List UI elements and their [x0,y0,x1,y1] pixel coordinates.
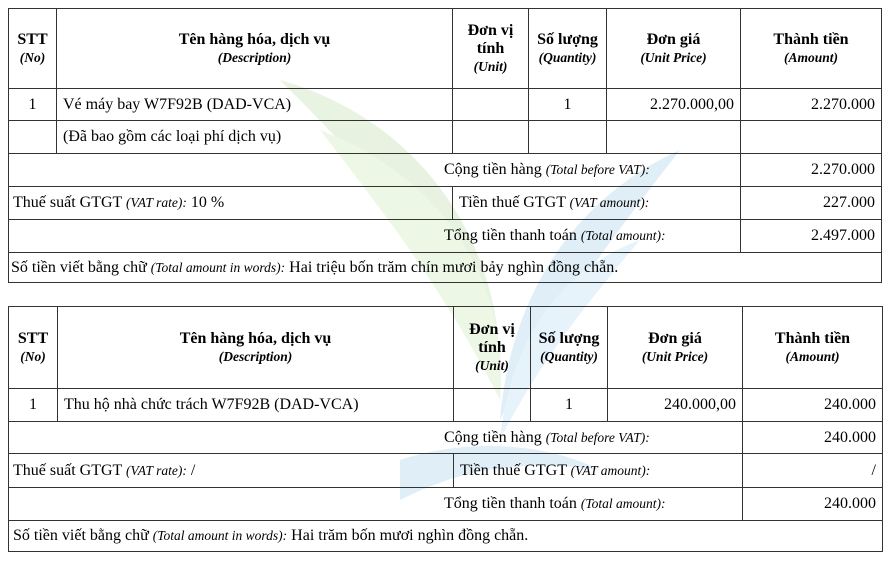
amount-in-words: Số tiền viết bằng chữ (Total amount in words): Hai trăm bốn mươi nghìn đồng chẵn. [9,521,883,552]
vat-amount-label: Tiền thuế GTGT (VAT amount): [454,454,743,488]
item-quantity [529,121,607,154]
invoice-table-2 [8,306,883,552]
item-amount [741,121,882,154]
header-row [9,9,882,89]
item-unit-price: 240.000,00 [608,389,743,422]
header-description: Tên hàng hóa, dịch vụ (Description) [58,307,454,389]
item-description: Vé máy bay W7F92B (DAD-VCA) [57,89,453,121]
amount-in-words-row [9,253,882,283]
item-no: 1 [9,89,57,121]
header-amount: Thành tiền (Amount) [743,307,883,389]
vat-row [9,187,882,220]
header-quantity: Số lượng (Quantity) [529,9,607,89]
header-row [9,307,883,389]
vat-amount-label: Tiền thuế GTGT (VAT amount): [453,187,741,220]
amount-in-words: Số tiền viết bằng chữ (Total amount in words): Hai triệu bốn trăm chín mươi bảy nghìn đồng chẵn. [9,253,882,283]
total-before-vat-row [9,422,883,454]
total-amount-row [9,488,883,521]
amount-in-words-value: Hai trăm bốn mươi nghìn đồng chẵn. [291,527,529,544]
header-unit-price: Đơn giá (Unit Price) [608,307,743,389]
total-before-vat-label: Cộng tiền hàng (Total before VAT): [9,422,743,454]
vat-amount-value: 227.000 [741,187,882,220]
vat-rate: Thuế suất GTGT (VAT rate): / [9,454,454,488]
table-row [9,389,883,422]
amount-in-words-row [9,521,883,552]
item-unit [454,389,531,422]
item-amount: 240.000 [743,389,883,422]
header-stt: STT (No) [9,307,58,389]
header-unit-price: Đơn giá (Unit Price) [607,9,741,89]
table-row [9,121,882,154]
item-quantity: 1 [531,389,608,422]
vat-amount-value: / [743,454,883,488]
total-before-vat-label: Cộng tiền hàng (Total before VAT): [9,154,741,187]
item-description: Thu hộ nhà chức trách W7F92B (DAD-VCA) [58,389,454,422]
table-row [9,89,882,121]
header-stt: STT (No) [9,9,57,89]
vat-rate-value: / [190,461,196,479]
amount-in-words-value: Hai triệu bốn trăm chín mươi bảy nghìn đồng chẵn. [289,258,619,276]
total-amount-value: 2.497.000 [741,220,882,253]
item-no [9,121,57,154]
vat-rate: Thuế suất GTGT (VAT rate): 10 % [9,187,453,220]
total-amount-value: 240.000 [743,488,883,521]
header-description: Tên hàng hóa, dịch vụ (Description) [57,9,453,89]
header-amount: Thành tiền (Amount) [741,9,882,89]
item-quantity: 1 [529,89,607,121]
item-description: (Đã bao gồm các loại phí dịch vụ) [57,121,453,154]
item-unit-price: 2.270.000,00 [607,89,741,121]
total-amount-label: Tổng tiền thanh toán (Total amount): [9,220,741,253]
invoice-table-1 [8,8,882,283]
vat-rate-value: 10 % [190,194,225,211]
total-amount-row [9,220,882,253]
total-before-vat-value: 2.270.000 [741,154,882,187]
header-unit: Đơn vị tính (Unit) [453,9,529,89]
item-amount: 2.270.000 [741,89,882,121]
header-unit: Đơn vị tính (Unit) [454,307,531,389]
header-quantity: Số lượng (Quantity) [531,307,608,389]
total-amount-label: Tổng tiền thanh toán (Total amount): [9,488,743,521]
total-before-vat-row [9,154,882,187]
total-before-vat-value: 240.000 [743,422,883,454]
item-no: 1 [9,389,58,422]
item-unit-price [607,121,741,154]
item-unit [453,89,529,121]
vat-row [9,454,883,488]
item-unit [453,121,529,154]
